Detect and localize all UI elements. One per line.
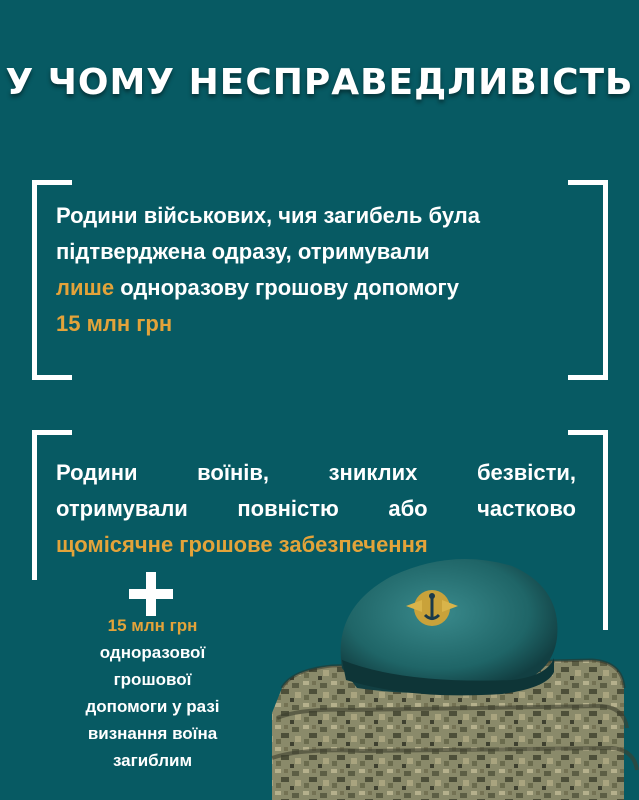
additional-payment-note	[50, 612, 255, 774]
plus-icon	[129, 572, 173, 616]
info-box-1-line-3-rest: одноразову грошову допомогу	[114, 275, 459, 300]
amount-15-mln: 15 млн грн	[56, 311, 173, 336]
page-title: У ЧОМУ НЕСПРАВЕДЛИВІСТЬ	[5, 62, 634, 103]
note-line-2: грошової	[113, 670, 192, 689]
info-box-2-text	[56, 455, 576, 563]
note-line-5: загиблим	[112, 751, 193, 770]
note-amount: 15 млн грн	[107, 616, 198, 635]
info-box-1-line-2: підтверджена одразу, отримували	[56, 239, 430, 264]
info-box-1-line-3	[56, 270, 586, 306]
monthly-allowance-highlight: щомісячне грошове забезпечення	[56, 532, 428, 557]
info-box-1-text	[56, 198, 586, 342]
note-line-3: допомоги у разі	[85, 697, 220, 716]
info-box-2-line-1: Родини воїнів, зниклих безвісти,	[56, 460, 576, 485]
note-line-1: одноразової	[99, 643, 206, 662]
beret-and-uniform-image	[262, 548, 639, 800]
note-line-4: визнання воїна	[87, 724, 218, 743]
info-box-1-line-1: Родини військових, чия загибель була	[56, 203, 480, 228]
info-box-2-line-2: отримували повністю або частково	[56, 496, 576, 521]
highlight-only: лише	[56, 275, 115, 300]
